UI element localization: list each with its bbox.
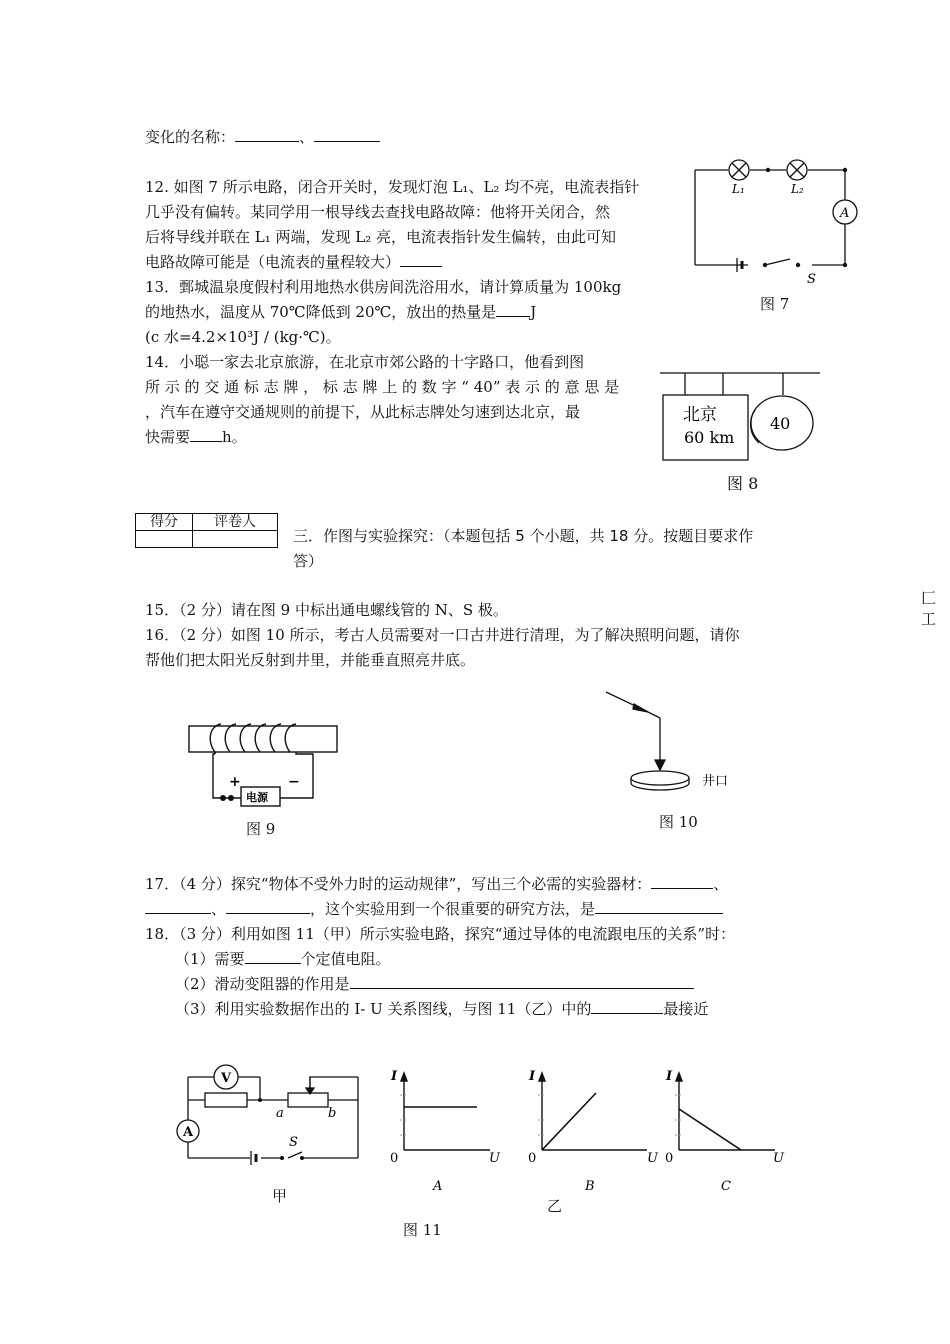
q13-line1: 13．鄄城温泉度假村利用地热水供房间洗浴用水，请计算质量为 100kg	[145, 278, 622, 296]
q14-line3: ，汽车在遵守交通规则的前提下，从此标志牌处匀速到达北京，最	[145, 403, 581, 421]
q12-line2: 几乎没有偏转。某同学用一根导线去查找电路故障：他将开关闭合，然	[145, 203, 611, 221]
graph-a-axis-i: I	[391, 1069, 398, 1084]
fig8-distance: 60 km	[684, 428, 735, 447]
q11-tail: 变化的名称： 、	[145, 127, 380, 147]
graph-c-origin: 0	[665, 1151, 674, 1166]
fig7-switch-label: S	[807, 272, 816, 287]
fig11-ammeter-label: A	[183, 1125, 194, 1140]
q17-line2: 、 ，这个实验用到一个很重要的研究方法，是	[145, 899, 723, 919]
figure-11-jia-circuit	[170, 1060, 370, 1170]
graph-c-label: C	[721, 1179, 731, 1194]
fig7-lamp2-label: L₂	[791, 182, 804, 196]
fig9-plus: +	[229, 774, 241, 790]
score-header: 得分	[136, 514, 193, 531]
q18-sub3: （3）利用实验数据作出的 I- U 关系图线，与图 11（乙）中的 最接近	[175, 1000, 709, 1018]
q18-line1: 18．（3 分）利用如图 11（甲）所示实验电路，探究“通过导体的电流跟电压的关系”时：	[145, 925, 736, 943]
figure-11-jia-label: 甲	[272, 1187, 288, 1205]
fig8-speed: 40	[770, 414, 791, 433]
q13-line2: 的地热水，温度从 70℃降低到 20℃，放出的热量是 J	[145, 303, 537, 321]
fig7-ammeter-label: A	[840, 206, 850, 221]
fig11-switch-label: S	[289, 1135, 298, 1150]
fig9-source-label: 电源	[246, 791, 268, 804]
q18-sub2: （2）滑动变阻器的作用是	[175, 974, 694, 994]
q13-line3: (c 水=4.2×10³J / (kg·℃)。	[145, 328, 341, 346]
q14-line1: 14．小聪一家去北京旅游，在北京市郊公路的十字路口，他看到图	[145, 353, 585, 371]
figure-8-sign	[655, 365, 825, 465]
graph-a-label: A	[433, 1179, 443, 1194]
q12-line3: 后将导线并联在 L₁ 两端，发现 L₂ 亮，电流表指针发生偏转，由此可知	[145, 228, 617, 246]
figure-9-caption: 图 9	[246, 820, 276, 838]
figure-9-solenoid	[185, 718, 345, 810]
fig7-lamp1-label: L₁	[732, 182, 745, 196]
figure-7-circuit	[690, 155, 870, 290]
score-cell[interactable]	[136, 531, 193, 548]
fig10-well-label: 井口	[702, 774, 729, 789]
graph-c-axis-u: U	[773, 1151, 784, 1166]
section-3-heading-line1: 三．作图与实验探究：（本题包括 5 个小题，共 18 分。按题目要求作	[293, 527, 754, 545]
graph-b-axis-u: U	[647, 1151, 658, 1166]
fig11-slider-a: a	[276, 1106, 284, 1121]
graph-b-label: B	[585, 1179, 595, 1194]
fig9-minus: −	[288, 774, 300, 790]
q16-line2: 帮他们把太阳光反射到井里，并能垂直照亮井底。	[145, 651, 476, 669]
graph-a-axis-u: U	[489, 1151, 500, 1166]
q15-text: 15．（2 分）请在图 9 中标出通电螺线管的 N、S 极。	[145, 601, 508, 619]
q12-line4: 电路故障可能是（电流表的量程较大）	[145, 252, 442, 272]
figure-11-yi-label: 乙	[547, 1197, 563, 1215]
q14-line2: 所 示 的 交 通 标 志 牌 ， 标 志 牌 上 的 数 字 “ 40” 表 示 的 意 思 是	[145, 378, 620, 396]
q12-line1: 12. 如图 7 所示电路，闭合开关时，发现灯泡 L₁、L₂ 均不亮，电流表指针	[145, 178, 640, 196]
fig11-slider-b: b	[328, 1106, 337, 1121]
figure-11-caption: 图 11	[403, 1221, 442, 1239]
figure-10-well	[598, 688, 748, 796]
graph-b-origin: 0	[528, 1151, 537, 1166]
fig8-city: 北京	[683, 405, 717, 425]
figure-8-caption: 图 8	[727, 474, 759, 493]
margin-mark: 匚工	[921, 589, 937, 628]
graph-b-axis-i: I	[529, 1069, 536, 1084]
graph-a-origin: 0	[390, 1151, 399, 1166]
grader-header: 评卷人	[193, 514, 278, 531]
graph-c-axis-i: I	[666, 1069, 673, 1084]
q14-line4: 快需要 h。	[145, 428, 247, 446]
section-3-heading-line2: 答）	[293, 552, 324, 570]
fig11-voltmeter-label: V	[221, 1071, 232, 1086]
q16-line1: 16．（2 分）如图 10 所示，考古人员需要对一口古井进行清理，为了解决照明问题，请你	[145, 626, 740, 644]
q17-line1: 17．（4 分）探究“物体不受外力时的运动规律”，写出三个必需的实验器材： 、	[145, 875, 729, 893]
grader-cell[interactable]	[193, 531, 278, 548]
score-table	[135, 513, 278, 548]
figure-11-yi-graphs	[385, 1065, 795, 1195]
q18-sub1: （1）需要 个定值电阻。	[175, 950, 391, 968]
figure-10-caption: 图 10	[659, 813, 698, 831]
figure-7-caption: 图 7	[760, 295, 790, 313]
